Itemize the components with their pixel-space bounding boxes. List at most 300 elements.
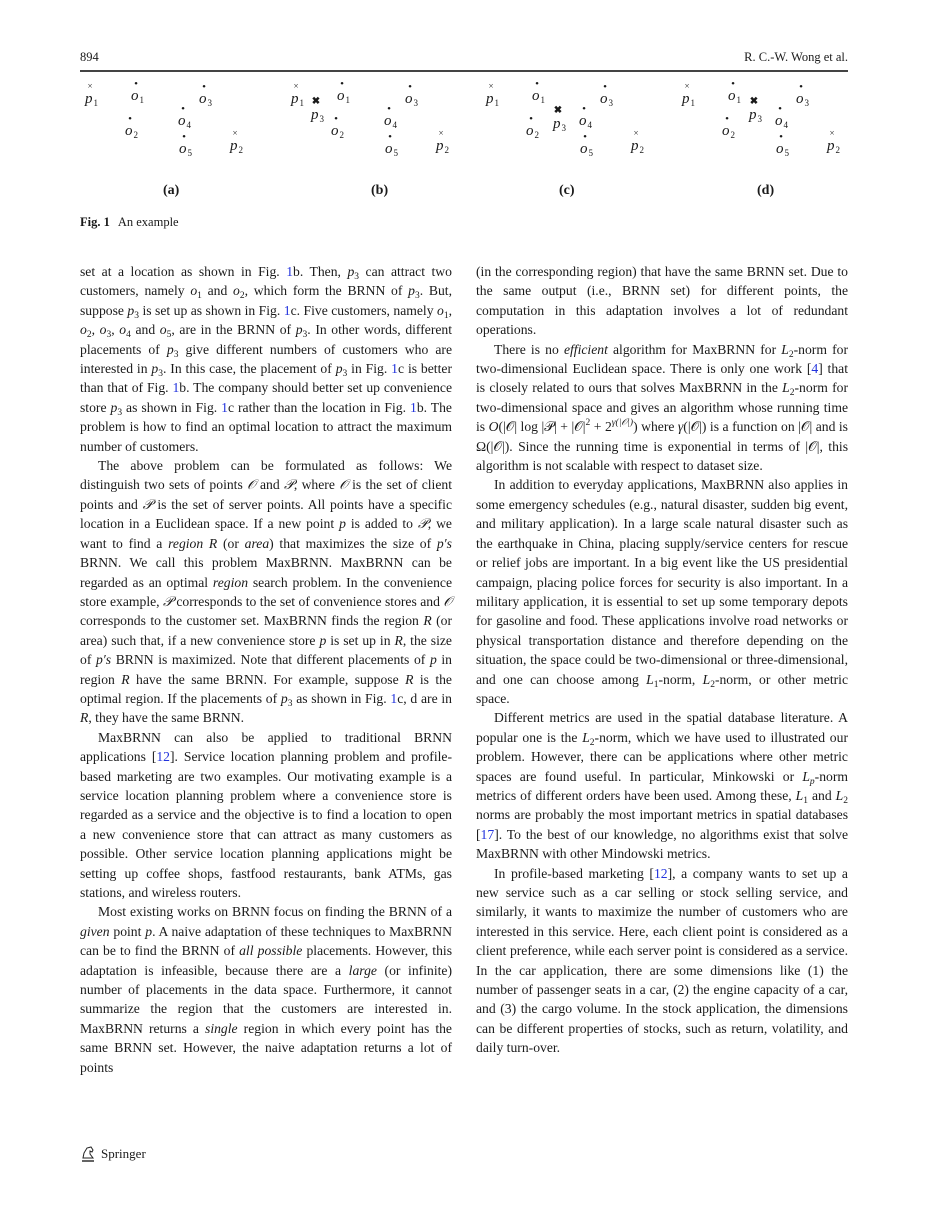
point-index: 3 xyxy=(608,98,613,108)
math-superscript: 2 xyxy=(585,418,591,429)
math-var: p xyxy=(166,341,174,357)
point-index: 3 xyxy=(319,114,324,124)
text-run: corresponds to the customer set. MaxBRNN finds the region xyxy=(80,613,424,629)
text-run: as shown in Fig. xyxy=(292,690,391,706)
publisher-name: Springer xyxy=(101,1146,146,1161)
math-var: o xyxy=(190,283,198,299)
paragraph xyxy=(476,475,848,708)
point-p3 xyxy=(553,105,566,133)
math-var: L xyxy=(795,787,804,803)
text-run: , the size of xyxy=(80,632,452,668)
italic-text: p xyxy=(145,923,153,939)
text-run: (or area) such that, if a new convenience store xyxy=(80,613,452,648)
paragraph xyxy=(476,708,848,863)
point-index: 1 xyxy=(540,95,545,105)
text-run: , they have the same BRNN. xyxy=(88,710,245,726)
text-run: Most existing works on BRNN focus on finding the BRNN of a xyxy=(98,904,452,920)
point-o1 xyxy=(532,78,545,105)
text-run: region in which every point has the same BRNN set. However, the naive adaptation returns a lot of points xyxy=(80,1020,452,1075)
math-var: o xyxy=(233,283,240,299)
point-p3 xyxy=(749,96,762,124)
math-subscript: 2 xyxy=(86,330,92,341)
point-o5 xyxy=(385,131,398,158)
text-run: and xyxy=(201,283,234,299)
italic-text: p xyxy=(319,632,327,648)
point-letter: p xyxy=(749,107,757,123)
point-o1 xyxy=(131,78,144,105)
figure-1 xyxy=(0,0,925,240)
reference-link[interactable]: 12 xyxy=(653,865,668,881)
point-index: 1 xyxy=(736,95,741,105)
italic-text: all possible xyxy=(239,943,303,959)
point-p3 xyxy=(311,96,324,124)
point-letter: p xyxy=(291,91,299,107)
client-dot-icon: • xyxy=(182,131,186,143)
text-run: b. Then, xyxy=(293,264,348,279)
reference-link[interactable]: 1 xyxy=(391,361,398,377)
math-subscript: 4 xyxy=(126,330,131,341)
math-subscript: 2 xyxy=(843,795,848,806)
math-var: o xyxy=(119,322,127,338)
point-letter: o xyxy=(131,88,139,104)
point-index: 1 xyxy=(494,98,499,108)
italic-text: 𝒫 xyxy=(142,496,153,512)
running-head-authors: R. C.-W. Wong et al. xyxy=(744,50,848,64)
text-run: , xyxy=(111,322,120,338)
point-letter: p xyxy=(311,107,319,123)
italic-text: p′s xyxy=(436,535,452,551)
point-letter: o xyxy=(776,141,784,157)
point-o1 xyxy=(728,78,741,105)
server-marker-icon: × xyxy=(87,81,93,91)
point-o2 xyxy=(125,113,138,140)
point-letter: o xyxy=(125,123,133,139)
panel-label: (c) xyxy=(559,183,575,198)
point-letter: o xyxy=(722,123,730,139)
italic-text: large xyxy=(348,962,377,978)
server-marker-icon: × xyxy=(633,128,639,138)
point-o1 xyxy=(337,78,350,105)
point-o5 xyxy=(179,131,192,158)
point-index: 2 xyxy=(639,145,644,155)
text-run: , xyxy=(91,322,100,338)
point-letter: p xyxy=(827,138,835,154)
paragraph xyxy=(80,902,452,1077)
point-index: 2 xyxy=(534,130,539,140)
text-run: is the optimal region. If the placements of xyxy=(80,671,452,706)
point-letter: o xyxy=(532,88,540,104)
italic-text: 𝒫 xyxy=(163,593,173,609)
text-run: search problem. In the convenience store example, xyxy=(80,574,452,609)
text-run: c rather than the location in Fig. xyxy=(227,399,410,415)
point-index: 2 xyxy=(238,145,243,155)
math-var: L xyxy=(835,787,844,803)
text-run: and xyxy=(808,787,836,803)
italic-text: R xyxy=(394,632,403,648)
text-run: -norm, xyxy=(658,671,703,687)
italic-text: 𝒫 xyxy=(284,477,294,493)
server-marker-icon: × xyxy=(684,81,690,91)
text-run: There is no xyxy=(494,341,564,357)
paragraph xyxy=(80,456,452,728)
point-letter: o xyxy=(526,123,534,139)
math-var: p xyxy=(127,302,135,318)
client-dot-icon: • xyxy=(128,113,132,125)
reference-link[interactable]: 4 xyxy=(811,361,819,377)
paragraph xyxy=(476,262,848,340)
math-subscript: 2 xyxy=(239,291,245,302)
text-run: (|𝒪| log |𝒫| + |𝒪| xyxy=(498,419,586,435)
point-letter: p xyxy=(85,91,93,107)
point-index: 4 xyxy=(587,120,592,130)
client-dot-icon: • xyxy=(583,131,587,143)
server-marker-icon: × xyxy=(829,128,835,138)
client-dot-icon: • xyxy=(387,103,391,115)
math-subscript: 2 xyxy=(710,679,715,690)
math-subscript: p xyxy=(809,776,815,787)
text-run: c is better than that of Fig. xyxy=(80,361,452,396)
text-run: In addition to everyday applications, MaxBRNN also applies in some emergency schedules (e.g., natural disaster, sudden big event, and military application). In a large scale natural disaster such as the earthquake in China, placing supply/service centers for rescue or relief jobs are important. In a big event like the US presidential campaign, placing police forces for security is also important. In a military application, it is essential to set up some temporary depots for gasoline and food. These applications involve road networks or physical transportation distance and therefore depending on the situation, the space could be two-dimensional or three-dimensional, and one can choose among xyxy=(476,477,848,687)
right-column xyxy=(476,262,848,1058)
point-index: 3 xyxy=(207,98,212,108)
math-var: o xyxy=(437,302,444,318)
point-index: 4 xyxy=(186,120,191,130)
point-p2 xyxy=(827,128,840,155)
client-dot-icon: • xyxy=(779,131,783,143)
italic-text: efficient xyxy=(563,341,608,357)
footer xyxy=(80,1145,146,1163)
point-letter: p xyxy=(682,91,690,107)
text-run: ], a company wants to set up a new service such as a car selling or stock selling service, and similarly, it wants to maximize the number of customers who are interested in this service. Here, each client point is considered as a client preference, while each server point is considered as a service. In the car application, there are some dimensions like (1) the number of passenger seats in a car, (2) the engine capacity of a car, and (3) the cargo volume. In the stock application, the dimensions can be different properties of stocks, such as return, volatility, and daily turn-over. xyxy=(476,865,848,1056)
text-run: c, d are in xyxy=(397,690,452,706)
math-var: p xyxy=(151,361,159,377)
point-p1 xyxy=(291,81,304,108)
panel-label: (d) xyxy=(757,183,775,198)
point-letter: o xyxy=(775,113,783,129)
text-run: MaxBRNN can also be applied to traditional BRNN applications [ xyxy=(80,729,452,765)
point-o3 xyxy=(600,81,613,108)
italic-text: single xyxy=(205,1020,238,1036)
italic-text: R xyxy=(405,671,414,687)
point-o4 xyxy=(178,103,191,130)
text-run: (or infinite) number of placements in the data space. Furthermore, it cannot summarize the region that the customers are interested in. MaxBRNN returns a xyxy=(80,962,452,1036)
italic-text: given xyxy=(80,923,110,939)
point-letter: o xyxy=(331,123,339,139)
point-index: 2 xyxy=(444,145,449,155)
panel-label: (a) xyxy=(163,183,180,198)
text-run: ) where xyxy=(633,419,678,435)
point-o4 xyxy=(579,103,592,130)
text-run: . In this case, the placement of xyxy=(163,361,336,377)
point-index: 1 xyxy=(299,98,304,108)
point-o4 xyxy=(775,103,788,130)
reference-link[interactable]: 1 xyxy=(283,302,291,318)
point-index: 1 xyxy=(690,98,695,108)
point-letter: p xyxy=(553,116,561,132)
point-index: 2 xyxy=(339,130,344,140)
point-letter: o xyxy=(385,141,393,157)
italic-text: 𝒪 xyxy=(443,593,452,609)
math-var: p xyxy=(347,264,355,279)
point-letter: o xyxy=(405,91,413,107)
text-run: b. The company should better set up convenience store xyxy=(80,380,452,415)
point-index: 2 xyxy=(835,145,840,155)
italic-text: 𝒪 xyxy=(247,477,256,493)
math-var: L xyxy=(802,768,810,784)
text-run: . A naive adaptation of these techniques to MaxBRNN can be to find the BRNN of xyxy=(80,923,452,959)
client-dot-icon: • xyxy=(408,81,412,93)
client-dot-icon: • xyxy=(388,131,392,143)
text-run: . In other words, different placements of xyxy=(80,322,453,357)
text-run: norms are probably the most important metrics in spatial databases [ xyxy=(476,807,848,842)
paragraph xyxy=(476,864,848,1058)
math-var: p xyxy=(335,361,343,377)
point-index: 1 xyxy=(139,95,144,105)
point-letter: o xyxy=(384,113,392,129)
italic-text: p′s xyxy=(95,652,112,668)
italic-text: O xyxy=(488,419,499,435)
point-o3 xyxy=(199,81,212,108)
text-run: -norm for two-dimensional space and gives an algorithm whose running time is xyxy=(476,380,849,435)
point-letter: o xyxy=(728,88,736,104)
point-p2 xyxy=(436,128,449,155)
page-number: 894 xyxy=(80,50,99,64)
point-index: 1 xyxy=(345,95,350,105)
point-o2 xyxy=(722,113,735,140)
client-dot-icon: • xyxy=(181,103,185,115)
text-run: c. Five customers, namely xyxy=(290,302,437,318)
math-subscript: 3 xyxy=(354,272,360,282)
italic-text: p xyxy=(429,652,437,668)
italic-text: R xyxy=(80,710,89,726)
client-dot-icon: • xyxy=(778,103,782,115)
point-p2 xyxy=(230,128,243,155)
math-subscript: 1 xyxy=(197,291,202,302)
italic-text: region xyxy=(212,574,249,590)
paragraph xyxy=(80,728,452,903)
point-letter: o xyxy=(337,88,345,104)
point-p1 xyxy=(486,81,499,108)
italic-text: 𝒪 xyxy=(339,477,348,493)
point-letter: p xyxy=(486,91,494,107)
text-run: , which form the BRNN of xyxy=(244,283,409,299)
math-subscript: 1 xyxy=(653,679,659,690)
client-dot-icon: • xyxy=(799,81,803,93)
client-dot-icon: • xyxy=(334,113,338,125)
text-run: -norm for two-dimensional Euclidean space. There is only one work [ xyxy=(476,341,848,377)
caption-text: An example xyxy=(117,215,179,229)
server-marker-icon: × xyxy=(293,81,299,91)
math-superscript: γ(|𝒪|) xyxy=(611,418,634,429)
client-dot-icon: • xyxy=(725,113,729,125)
caption-label: Fig. 1 xyxy=(80,215,110,229)
text-run: as shown in Fig. xyxy=(122,399,222,415)
text-run: (or xyxy=(217,535,245,551)
point-o2 xyxy=(331,113,344,140)
reference-link[interactable]: 1 xyxy=(221,399,228,415)
point-p1 xyxy=(85,81,98,108)
springer-horse-logo-icon xyxy=(80,1145,96,1163)
paragraph xyxy=(80,262,452,456)
math-subscript: 3 xyxy=(287,698,293,709)
text-run: is set up as shown in Fig. xyxy=(139,302,284,318)
text-run: give different numbers of customers who are interested in xyxy=(80,341,453,377)
text-run: and xyxy=(255,477,285,493)
text-run: and xyxy=(130,322,160,338)
italic-text: region R xyxy=(168,535,218,551)
math-var: L xyxy=(782,380,790,396)
text-run: is the set of server points. All points have a specific location in a Euclidean space. If a new point xyxy=(80,496,452,532)
math-subscript: 3 xyxy=(302,330,308,341)
text-run: -norm metrics of different orders have been used. Among these, xyxy=(476,768,848,803)
text-run: placements. However, this adaptation is infeasible, because there are a xyxy=(80,943,453,978)
math-var: L xyxy=(781,341,789,357)
point-index: 3 xyxy=(413,98,418,108)
server-marker-icon: × xyxy=(232,128,238,138)
text-run: BRNN. We call this problem MaxBRNN. MaxBRNN can be regarded as an optimal xyxy=(80,555,452,590)
point-index: 5 xyxy=(784,148,789,158)
text-run: is the set of client points and xyxy=(80,477,452,512)
paragraph xyxy=(476,340,848,476)
new-server-marker-icon: ✖ xyxy=(553,105,563,116)
text-run: , where xyxy=(293,477,340,493)
math-subscript: 5 xyxy=(166,330,172,341)
italic-text: area xyxy=(244,535,270,551)
reference-link[interactable]: 1 xyxy=(286,264,294,279)
text-run: ] that is closely related to ours that solves MaxBRNN in the xyxy=(476,361,848,396)
text-run: . But, suppose xyxy=(80,283,452,318)
reference-link[interactable]: 1 xyxy=(390,690,398,706)
figure-caption xyxy=(80,215,179,230)
math-var: p xyxy=(295,322,303,338)
italic-text: 𝒫 xyxy=(417,516,428,532)
point-index: 4 xyxy=(783,120,788,130)
point-index: 4 xyxy=(392,120,397,130)
text-run: b. The problem is how to find an optimal location to attract the maximum number of customers. xyxy=(80,399,452,454)
italic-text: γ xyxy=(677,419,684,435)
math-subscript: 3 xyxy=(158,369,163,380)
point-letter: o xyxy=(579,113,587,129)
point-o3 xyxy=(796,81,809,108)
client-dot-icon: • xyxy=(535,78,539,90)
client-dot-icon: • xyxy=(340,78,344,90)
text-run: , are in the BRNN of xyxy=(171,322,296,338)
text-run: point xyxy=(109,923,146,939)
client-dot-icon: • xyxy=(134,78,138,90)
reference-link[interactable]: 12 xyxy=(156,749,170,765)
point-o2 xyxy=(526,113,539,140)
text-run: is added to xyxy=(345,516,418,532)
point-index: 2 xyxy=(133,130,138,140)
text-run: is set up in xyxy=(326,632,395,648)
left-column xyxy=(80,262,452,1077)
point-letter: p xyxy=(436,138,444,154)
text-run: -norm, which we have used to illustrated our problem. However, there can be applications where other metric spaces are found useful. In particular, Minkowski or xyxy=(476,729,848,784)
point-o3 xyxy=(405,81,418,108)
point-letter: o xyxy=(178,113,186,129)
text-run: ]. To the best of our knowledge, no algorithms exist that solve MaxBRNN with other Mindowski metrics. xyxy=(476,826,848,862)
math-var: L xyxy=(646,671,654,687)
point-letter: p xyxy=(230,138,238,154)
math-var: p xyxy=(280,690,288,706)
text-run: can attract two customers, namely xyxy=(80,264,452,299)
text-run: in Fig. xyxy=(347,361,392,377)
point-index: 2 xyxy=(730,130,735,140)
math-subscript: 3 xyxy=(342,369,348,380)
math-subscript: 3 xyxy=(173,349,179,360)
math-var: L xyxy=(582,729,590,745)
math-var: p xyxy=(408,283,415,299)
text-run: , we want to find a xyxy=(80,516,452,551)
math-subscript: 2 xyxy=(589,737,595,748)
text-run: ) that maximizes the size of xyxy=(269,535,437,551)
math-var: p xyxy=(110,399,118,415)
point-o4 xyxy=(384,103,397,130)
client-dot-icon: • xyxy=(731,78,735,90)
reference-link[interactable]: 17 xyxy=(480,826,495,842)
text-run: set at a location as shown in Fig. xyxy=(80,264,287,279)
point-index: 3 xyxy=(757,114,762,124)
point-index: 3 xyxy=(561,123,566,133)
point-index: 5 xyxy=(393,148,398,158)
text-run: in region xyxy=(80,652,452,687)
point-index: 5 xyxy=(588,148,593,158)
reference-link[interactable]: 1 xyxy=(409,399,417,415)
point-letter: p xyxy=(631,138,639,154)
math-subscript: 2 xyxy=(789,388,795,399)
point-p1 xyxy=(682,81,695,108)
italic-text: p xyxy=(339,516,346,532)
math-subscript: 3 xyxy=(134,310,139,321)
math-var: o xyxy=(80,322,87,338)
reference-link[interactable]: 1 xyxy=(172,380,180,396)
text-run: corresponds to the set of convenience stores and xyxy=(172,593,444,609)
text-run: ]. Service location planning problem and profile-based marketing are two examples. Our motivating example is a service location planning problem where a convenience store is regarded as a service and the objective is to find a location to open a new convenience store that can attract as many customers as possible. Other service location planning applications might be setting up coffee shops, fastfood restaurants, bank ATMs, gas stations, and wireless routers. xyxy=(80,749,452,900)
server-marker-icon: × xyxy=(488,81,494,91)
text-run: Different metrics are used in the spatial database literature. A popular one is the xyxy=(476,710,848,745)
client-dot-icon: • xyxy=(582,103,586,115)
math-subscript: 1 xyxy=(803,795,808,806)
math-var: o xyxy=(99,322,107,338)
text-run: The above problem can be formulated as follows: We distinguish two sets of points xyxy=(80,458,452,493)
point-letter: o xyxy=(580,141,588,157)
math-var: L xyxy=(702,671,711,687)
math-subscript: 3 xyxy=(414,291,420,302)
point-o5 xyxy=(580,131,593,158)
text-run: , xyxy=(448,302,452,318)
point-letter: o xyxy=(796,91,804,107)
point-index: 5 xyxy=(187,148,192,158)
point-letter: o xyxy=(199,91,207,107)
point-letter: o xyxy=(179,141,187,157)
server-marker-icon: × xyxy=(438,128,444,138)
point-p2 xyxy=(631,128,644,155)
math-subscript: 3 xyxy=(117,407,123,418)
text-run: -norm, or other metric space. xyxy=(476,671,848,706)
point-letter: o xyxy=(600,91,608,107)
text-run: BRNN is maximized. Note that different placements of xyxy=(111,652,430,668)
math-subscript: 2 xyxy=(788,349,794,360)
client-dot-icon: • xyxy=(603,81,607,93)
italic-text: R xyxy=(423,613,432,629)
point-o5 xyxy=(776,131,789,158)
text-run: + 2 xyxy=(590,419,612,435)
text-run: (in the corresponding region) that have the same BRNN set. Due to the same output (i.e., BRNN set) for different points, the computation in this adaptation involves a lot of redundant operations. xyxy=(476,264,848,338)
new-server-marker-icon: ✖ xyxy=(749,96,759,107)
panel-label: (b) xyxy=(371,183,389,198)
italic-text: R xyxy=(121,671,130,687)
new-server-marker-icon: ✖ xyxy=(311,96,321,107)
